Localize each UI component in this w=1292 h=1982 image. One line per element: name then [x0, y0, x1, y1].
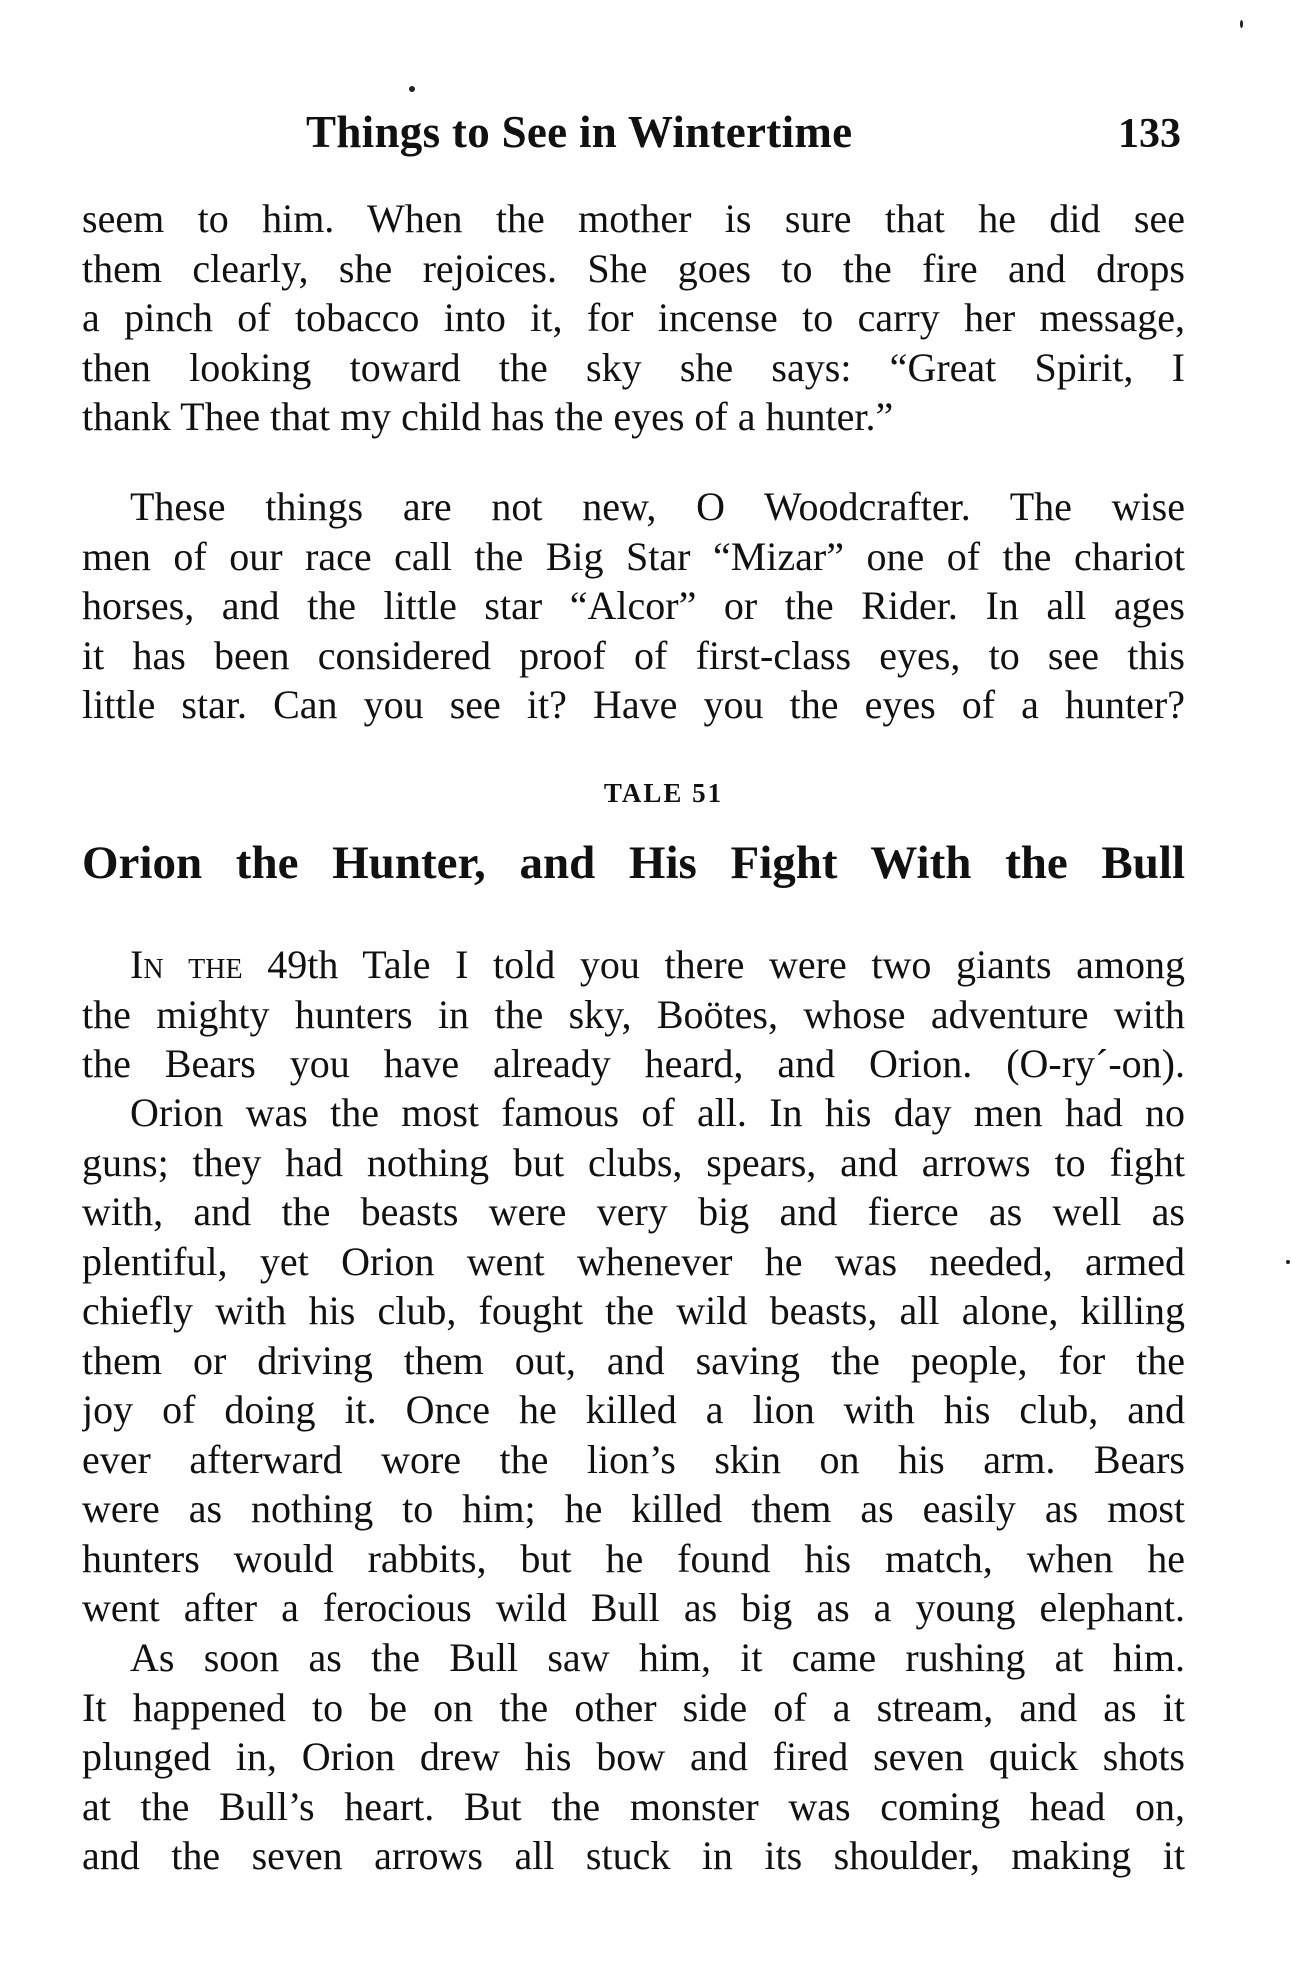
running-head [82, 100, 1185, 160]
paragraph-orion-famous [82, 1088, 1185, 1633]
text-line: with, and the beasts were very big and fierce as well as [82, 1189, 1185, 1234]
paragraph-bull-charge [82, 1633, 1185, 1881]
paragraph-woodcrafter [82, 482, 1185, 730]
text-line: guns; they had nothing but clubs, spears, and arrows to fight [82, 1139, 1185, 1185]
running-title: Things to See in Wintertime [306, 107, 853, 157]
text-line: plentiful, yet Orion went whenever he was needed, armed [82, 1238, 1185, 1284]
chapter-title: Orion the Hunter, and His Fight With the Bull [82, 837, 1185, 889]
text-line: thank Thee that my child has the eyes of a hunter.” [82, 394, 894, 439]
text-line: the mighty hunters in the sky, Boötes, whose adventure with [82, 991, 1185, 1037]
text-line: horses, and the little star “Alcor” or the Rider. In all ages [82, 583, 1185, 628]
text-line: As soon as the Bull saw him, it came rushing at him. [130, 1635, 1185, 1680]
text-line: them clearly, she rejoices. She goes to the fire and drops [82, 245, 1185, 291]
text-line: chiefly with his club, fought the wild beasts, all alone, killing [82, 1288, 1185, 1333]
text-line: at the Bull’s heart. But the monster was coming head on, [82, 1783, 1185, 1829]
book-page [82, 0, 1185, 1982]
page-number: 133 [1118, 111, 1181, 157]
opening-small-caps: In the [130, 942, 243, 987]
text-line: joy of doing it. Once he killed a lion with his club, and [82, 1387, 1185, 1432]
paragraph-opening [82, 940, 1185, 1089]
text-line-rest: 49th Tale I told you there were two giants among [242, 942, 1185, 987]
print-speck [409, 86, 415, 92]
text-line: a pinch of tobacco into it, for incense to carry her message, [82, 295, 1185, 340]
text-line: it has been considered proof of first-class eyes, to see this [82, 632, 1185, 678]
text-line: little star. Can you see it? Have you the eyes of a hunter? [82, 682, 1185, 727]
paragraph-continuation [82, 194, 1185, 442]
print-speck [1286, 1260, 1290, 1264]
text-line: ever afterward wore the lion’s skin on his arm. Bears [82, 1436, 1185, 1482]
text-line: plunged in, Orion drew his bow and fired seven quick shots [82, 1734, 1185, 1779]
text-line: seem to him. When the mother is sure that he did see [82, 196, 1185, 241]
text-line: them or driving them out, and saving the people, for the [82, 1337, 1185, 1383]
text-line: the Bears you have already heard, and Orion. (O-ry´-on). [82, 1041, 1185, 1086]
text-line: then looking toward the sky she says: “Great Spirit, I [82, 344, 1185, 390]
text-line [82, 940, 1185, 990]
tale-number: TALE 51 [603, 778, 724, 808]
text-line: These things are not new, O Woodcrafter. The wise [130, 484, 1185, 529]
print-speck [1240, 20, 1243, 28]
text-line: hunters would rabbits, but he found his match, when he [82, 1535, 1185, 1581]
text-line: were as nothing to him; he killed them as easily as most [82, 1486, 1185, 1531]
text-line: men of our race call the Big Star “Mizar” one of the chariot [82, 533, 1185, 579]
text-line: went after a ferocious wild Bull as big as a young elephant. [82, 1585, 1185, 1630]
text-line: and the seven arrows all stuck in its shoulder, making it [82, 1833, 1185, 1878]
text-line: It happened to be on the other side of a stream, and as it [82, 1684, 1185, 1730]
text-line: Orion was the most famous of all. In his day men had no [130, 1090, 1185, 1135]
